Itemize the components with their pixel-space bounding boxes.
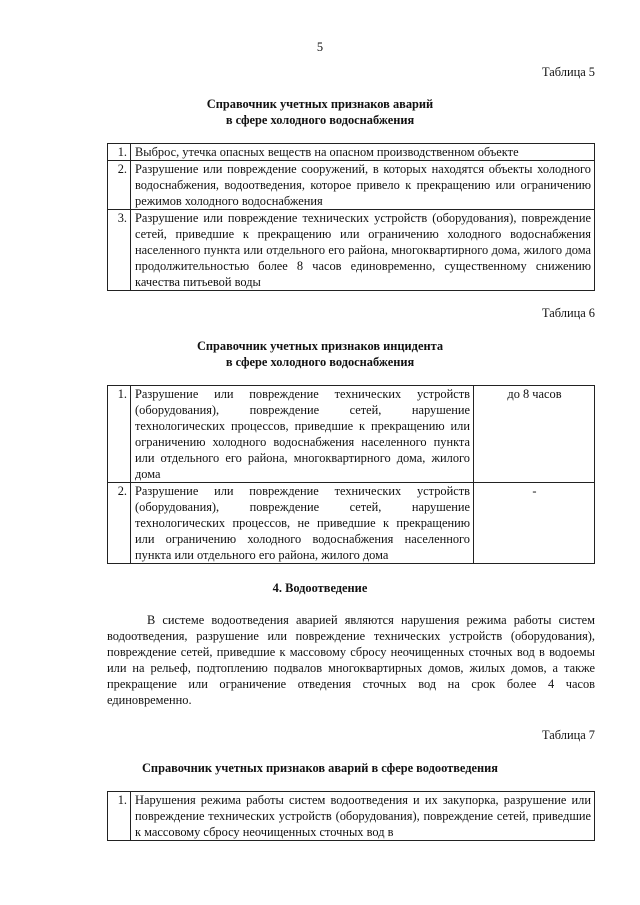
table5-title-line2: в сфере холодного водоснабжения <box>225 113 415 127</box>
row-number: 1. <box>108 792 131 841</box>
row-number: 2. <box>108 483 131 564</box>
row-number: 3. <box>108 210 131 291</box>
table-row <box>108 483 595 564</box>
table5 <box>107 143 595 291</box>
table-row <box>108 386 595 483</box>
table7 <box>107 791 595 841</box>
table-row <box>108 792 595 841</box>
row-duration: - <box>474 483 595 564</box>
table6-label: Таблица 6 <box>542 306 595 320</box>
row-text: Разрушение или повреждение технических устройств (оборудования), повреждение сетей, нарушение технологических процессов, приведшие к прекращению или ограничению холодного водоснабжения населенного пункта или отдельного его района, многоквартирного дома, жилого дома <box>131 386 474 483</box>
row-text: Разрушение или повреждение технических устройств (оборудования), повреждение сетей, приведшие к прекращению или ограничению холодного водоснабжения населенного пункта или отдельного его района, многоквартирного дома, жилого дома продолжительностью более 8 часов единовременно, существенному снижению качества питьевой воды <box>131 210 595 291</box>
table6-title-line2: в сфере холодного водоснабжения <box>225 355 415 369</box>
table-row <box>108 210 595 291</box>
table7-label: Таблица 7 <box>542 728 595 742</box>
row-number: 2. <box>108 161 131 210</box>
table7-title: Справочник учетных признаков аварий в сфере водоотведения <box>141 761 498 775</box>
table5-label: Таблица 5 <box>542 65 595 79</box>
row-number: 1. <box>108 144 131 161</box>
row-text: Разрушение или повреждение технических устройств (оборудования), повреждение сетей, нарушение технологических процессов, не приведшие к прекращению или ограничению холодного водоснабжения населенного пункта или отдельного его района, жилого дома <box>131 483 474 564</box>
table6-title-line1: Справочник учетных признаков инцидента <box>196 339 444 353</box>
row-duration: до 8 часов <box>474 386 595 483</box>
page-number: 5 <box>316 40 324 54</box>
table5-title-line1: Справочник учетных признаков аварий <box>206 97 434 111</box>
section-paragraph: В системе водоотведения аварией являются нарушения режима работы систем водоотведения, разрушение или повреждение технических устройств (оборудования), повреждение сетей, приведшие к массовому сбросу неочищенных сточных вод в водоемы или на рельеф, подтоплению подвалов многоквартирных домов, жилых домов, а также прекращение или ограничение отведения сточных вод на срок более 4 часов единовременно. <box>107 613 595 707</box>
section-heading: 4. Водоотведение <box>272 581 368 595</box>
row-text: Нарушения режима работы систем водоотведения и их закупорка, разрушение или повреждение технических устройств (оборудования), повреждение сетей, приведшие к массовому сбросу неочищенных сточных вод в <box>131 792 595 841</box>
row-text: Разрушение или повреждение сооружений, в которых находятся объекты холодного водоснабжения, водоотведения, которое привело к прекращению или ограничению режимов холодного водоснабжения <box>131 161 595 210</box>
table-row <box>108 144 595 161</box>
table-row <box>108 161 595 210</box>
row-text: Выброс, утечка опасных веществ на опасном производственном объекте <box>131 144 595 161</box>
row-number: 1. <box>108 386 131 483</box>
table6 <box>107 385 595 564</box>
